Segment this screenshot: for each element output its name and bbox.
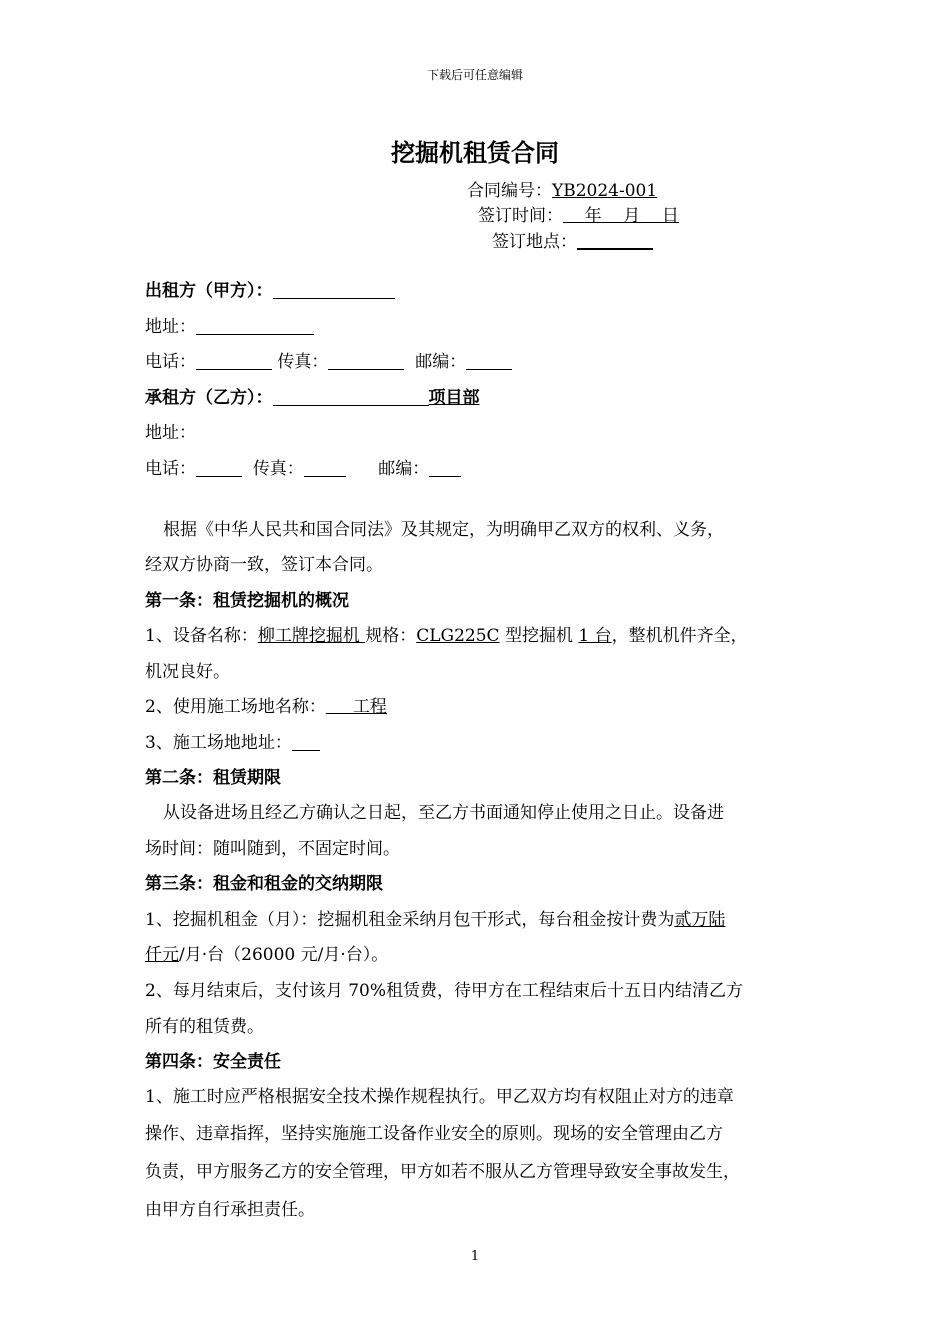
party-a-address-label: 地址： bbox=[145, 317, 196, 337]
article-2-line-1: 从设备进场且经乙方确认之日起，至乙方书面通知停止使用之日止。设备进 bbox=[163, 803, 724, 823]
party-b-address-label: 地址： bbox=[145, 423, 196, 443]
party-a-postcode-blank bbox=[466, 351, 512, 370]
rent-amount-numeric: /月·台（26000 元/月·台）。 bbox=[179, 945, 389, 965]
article-3-item-2-line-1: 2、每月结束后，支付该月 70%租赁费，待甲方在工程结束后十五日内结清乙方 bbox=[145, 981, 744, 1001]
article-1-item-1 bbox=[145, 621, 748, 646]
party-a-contact-row bbox=[145, 347, 512, 372]
article-2-line-2: 场时间：随叫随到，不固定时间。 bbox=[145, 839, 400, 859]
equipment-condition: ，整机机件齐全， bbox=[611, 626, 748, 646]
contract-title: 挖掘机租赁合同 bbox=[391, 138, 559, 167]
site-name-text: 工程 bbox=[352, 697, 387, 717]
article-1-item-1-line-2: 机况良好。 bbox=[145, 662, 230, 682]
site-name-label: 2、使用施工场地名称： bbox=[145, 697, 326, 717]
article-3-item-2-line-2: 所有的租赁费。 bbox=[145, 1017, 264, 1037]
party-a-blank bbox=[273, 280, 395, 299]
page-number: 1 bbox=[470, 1249, 480, 1264]
equipment-name-value: 柳工牌挖掘机 bbox=[257, 626, 366, 646]
article-1-item-2 bbox=[145, 692, 387, 717]
party-a-fax-blank bbox=[328, 351, 404, 370]
article-3-heading: 第三条：租金和租金的交纳期限 bbox=[145, 874, 383, 894]
party-a-row bbox=[145, 276, 395, 301]
party-a-postcode-label: 邮编： bbox=[415, 352, 467, 372]
sign-date-year: 年 bbox=[584, 206, 602, 226]
sign-date-label: 签订时间： bbox=[478, 206, 563, 226]
sign-place-label: 签订地点： bbox=[492, 232, 577, 252]
preamble-line-1: 根据《中华人民共和国合同法》及其规定，为明确甲乙双方的权利、义务， bbox=[163, 520, 724, 540]
article-4-line-2: 操作、违章指挥，坚持实施施工设备作业安全的原则。现场的安全管理由乙方 bbox=[145, 1124, 723, 1144]
equipment-name-label: 1、设备名称： bbox=[145, 626, 258, 646]
rent-amount-part-1: 贰万陆 bbox=[674, 910, 726, 930]
site-name-value bbox=[326, 697, 387, 717]
sign-date-day: 日 bbox=[661, 206, 679, 226]
contract-number-row bbox=[467, 176, 657, 201]
sign-date-row bbox=[478, 201, 679, 226]
party-b-fax-blank bbox=[304, 458, 346, 477]
header-note: 下载后可任意编辑 bbox=[426, 68, 523, 82]
equipment-spec-value: CLG225C bbox=[416, 626, 500, 646]
article-1-heading: 第一条：租赁挖掘机的概况 bbox=[145, 591, 349, 611]
article-4-line-4: 由甲方自行承担责任。 bbox=[145, 1200, 315, 1220]
equipment-quantity: 1 台 bbox=[578, 626, 612, 646]
party-b-row bbox=[145, 383, 480, 408]
party-a-fax-label: 传真： bbox=[277, 352, 329, 372]
article-4-line-3: 负责，甲方服务乙方的安全管理，甲方如若不服从乙方管理导致安全事故发生， bbox=[145, 1162, 740, 1182]
party-b-blank bbox=[273, 387, 429, 406]
party-b-label: 承租方（乙方）： bbox=[145, 388, 273, 408]
contract-number-label: 合同编号： bbox=[467, 181, 552, 201]
party-b-fax-label: 传真： bbox=[252, 459, 304, 479]
sign-date-field bbox=[563, 206, 679, 226]
article-2-heading: 第二条：租赁期限 bbox=[145, 768, 281, 788]
article-1-item-3 bbox=[145, 728, 320, 753]
party-a-address-blank bbox=[196, 316, 314, 335]
party-b-phone-blank bbox=[196, 458, 242, 477]
article-4-line-1: 1、施工时应严格根据安全技术操作规程执行。甲乙双方均有权阻止对方的违章 bbox=[145, 1087, 734, 1107]
party-b-name-suffix: 项目部 bbox=[428, 388, 480, 408]
rent-description: 1、挖掘机租金（月）：挖掘机租金采纳月包干形式，每台租金按计费为 bbox=[145, 910, 675, 930]
party-a-address-row bbox=[145, 312, 314, 337]
party-b-postcode-label: 邮编： bbox=[378, 459, 430, 479]
article-3-item-1-line-2 bbox=[145, 940, 388, 965]
contract-number-value: YB2024-001 bbox=[552, 181, 658, 201]
rent-amount-part-2: 仟元 bbox=[145, 945, 179, 965]
article-3-item-1-line-1 bbox=[145, 905, 725, 930]
sign-place-blank bbox=[577, 230, 653, 250]
party-b-address-row bbox=[145, 418, 196, 443]
site-address-blank bbox=[292, 732, 320, 751]
preamble-line-2: 经双方协商一致，签订本合同。 bbox=[145, 555, 383, 575]
party-a-label: 出租方（甲方）： bbox=[145, 281, 273, 301]
equipment-type: 型挖掘机 bbox=[499, 626, 579, 646]
party-a-phone-label: 电话： bbox=[145, 352, 196, 372]
party-a-phone-blank bbox=[196, 351, 272, 370]
sign-place-row bbox=[492, 227, 653, 252]
party-b-contact-row bbox=[145, 454, 461, 479]
party-b-postcode-blank bbox=[429, 458, 461, 477]
sign-date-month: 月 bbox=[623, 206, 641, 226]
article-4-heading: 第四条：安全责任 bbox=[145, 1052, 281, 1072]
site-address-label: 3、施工场地地址： bbox=[145, 733, 292, 753]
party-b-phone-label: 电话： bbox=[145, 459, 196, 479]
equipment-spec-label: 规格： bbox=[365, 626, 417, 646]
